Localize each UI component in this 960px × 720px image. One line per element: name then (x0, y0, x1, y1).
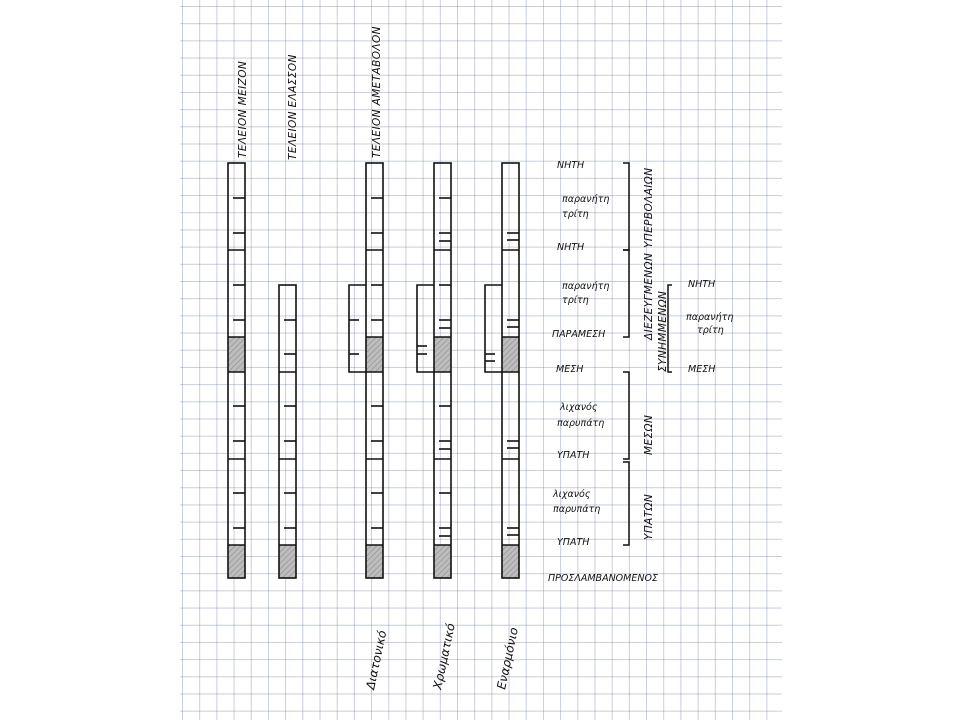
note-nete-1: ΝΗΤΗ (557, 160, 585, 171)
note-proslambanomenos: ΠΡΟΣΛΑΜΒΑΝΟΜΕΝΟΣ (548, 573, 658, 584)
shaded-cell-proslamb-c4 (434, 545, 451, 578)
label-teleion-meizon: ΤΕΛΕΙΟΝ ΜΕΙΖΟΝ (237, 60, 249, 158)
side-note-nete: ΝΗΤΗ (688, 279, 716, 290)
label-enharmonic: Εναρμόνιο (494, 626, 522, 691)
shaded-cell-mese-c3 (366, 337, 383, 372)
column-teleion-meizon (228, 163, 245, 578)
note-nete-2: ΝΗΤΗ (557, 242, 585, 253)
side-note-paranete-a: παρανήτη (686, 312, 734, 323)
note-mese: ΜΕΣΗ (556, 364, 584, 375)
column-chromatic (417, 163, 451, 578)
note-lichanos-1a: λιχανός (560, 402, 598, 413)
note-lichanos-2b: παρυπάτη (553, 504, 601, 515)
label-teleion-elasson: ΤΕΛΕΙΟΝ ΕΛΑΣΣΟΝ (287, 54, 299, 160)
tetrachord-diezeugmenon: ΔΙΕΖΕΥΓΜΕΝΩΝ (643, 252, 655, 340)
column-diatonic (349, 163, 383, 578)
note-paranete-2a: παρανήτη (562, 281, 610, 292)
note-hypate-2: ΥΠΑΤΗ (557, 537, 590, 548)
note-hypate-1: ΥΠΑΤΗ (557, 450, 590, 461)
label-diatonic: Διατονικό (363, 629, 390, 691)
side-note-paranete-b: τρίτη (697, 325, 724, 336)
column-teleion-elasson (279, 285, 296, 578)
note-names (548, 160, 658, 584)
side-notes (686, 279, 733, 375)
tetrachord-synemmenon: ΣΥΝΗΜΜΕΝΩΝ (657, 290, 669, 372)
note-paranete-2b: τρίτη (562, 295, 589, 306)
shaded-cell-mese-c4 (434, 337, 451, 372)
tetrachord-meson: ΜΕΣΩΝ (643, 414, 655, 455)
shaded-cell-proslamb-c1 (228, 545, 245, 578)
shaded-cell-proslamb-c5 (502, 545, 519, 578)
note-lichanos-2a: λιχανός (553, 489, 591, 500)
shaded-cell-proslamb-c2 (279, 545, 296, 578)
shaded-cell-mese-c1 (228, 337, 245, 372)
label-chromatic: Χρωματικό (430, 622, 458, 691)
column-enharmonic (485, 163, 519, 578)
note-lichanos-1b: παρυπάτη (557, 418, 605, 429)
side-note-mese: ΜΕΣΗ (688, 364, 716, 375)
shaded-cell-mese-c5 (502, 337, 519, 372)
shaded-cell-proslamb-c3 (366, 545, 383, 578)
note-paranete-1b: τρίτη (562, 209, 589, 220)
label-teleion-ametavolon: ΤΕΛΕΙΟΝ ΑΜΕΤΑΒΟΛΟΝ (371, 26, 383, 158)
tetrachord-hypaton: ΥΠΑΤΩΝ (643, 493, 655, 540)
note-paranete-1a: παρανήτη (562, 194, 610, 205)
tetrachord-hyperbolaion: ΥΠΕΡΒΟΛΑΙΩΝ (643, 167, 655, 248)
note-paramese: ΠΑΡΑΜΕΣΗ (552, 329, 606, 340)
tetrachord-labels (643, 168, 669, 540)
